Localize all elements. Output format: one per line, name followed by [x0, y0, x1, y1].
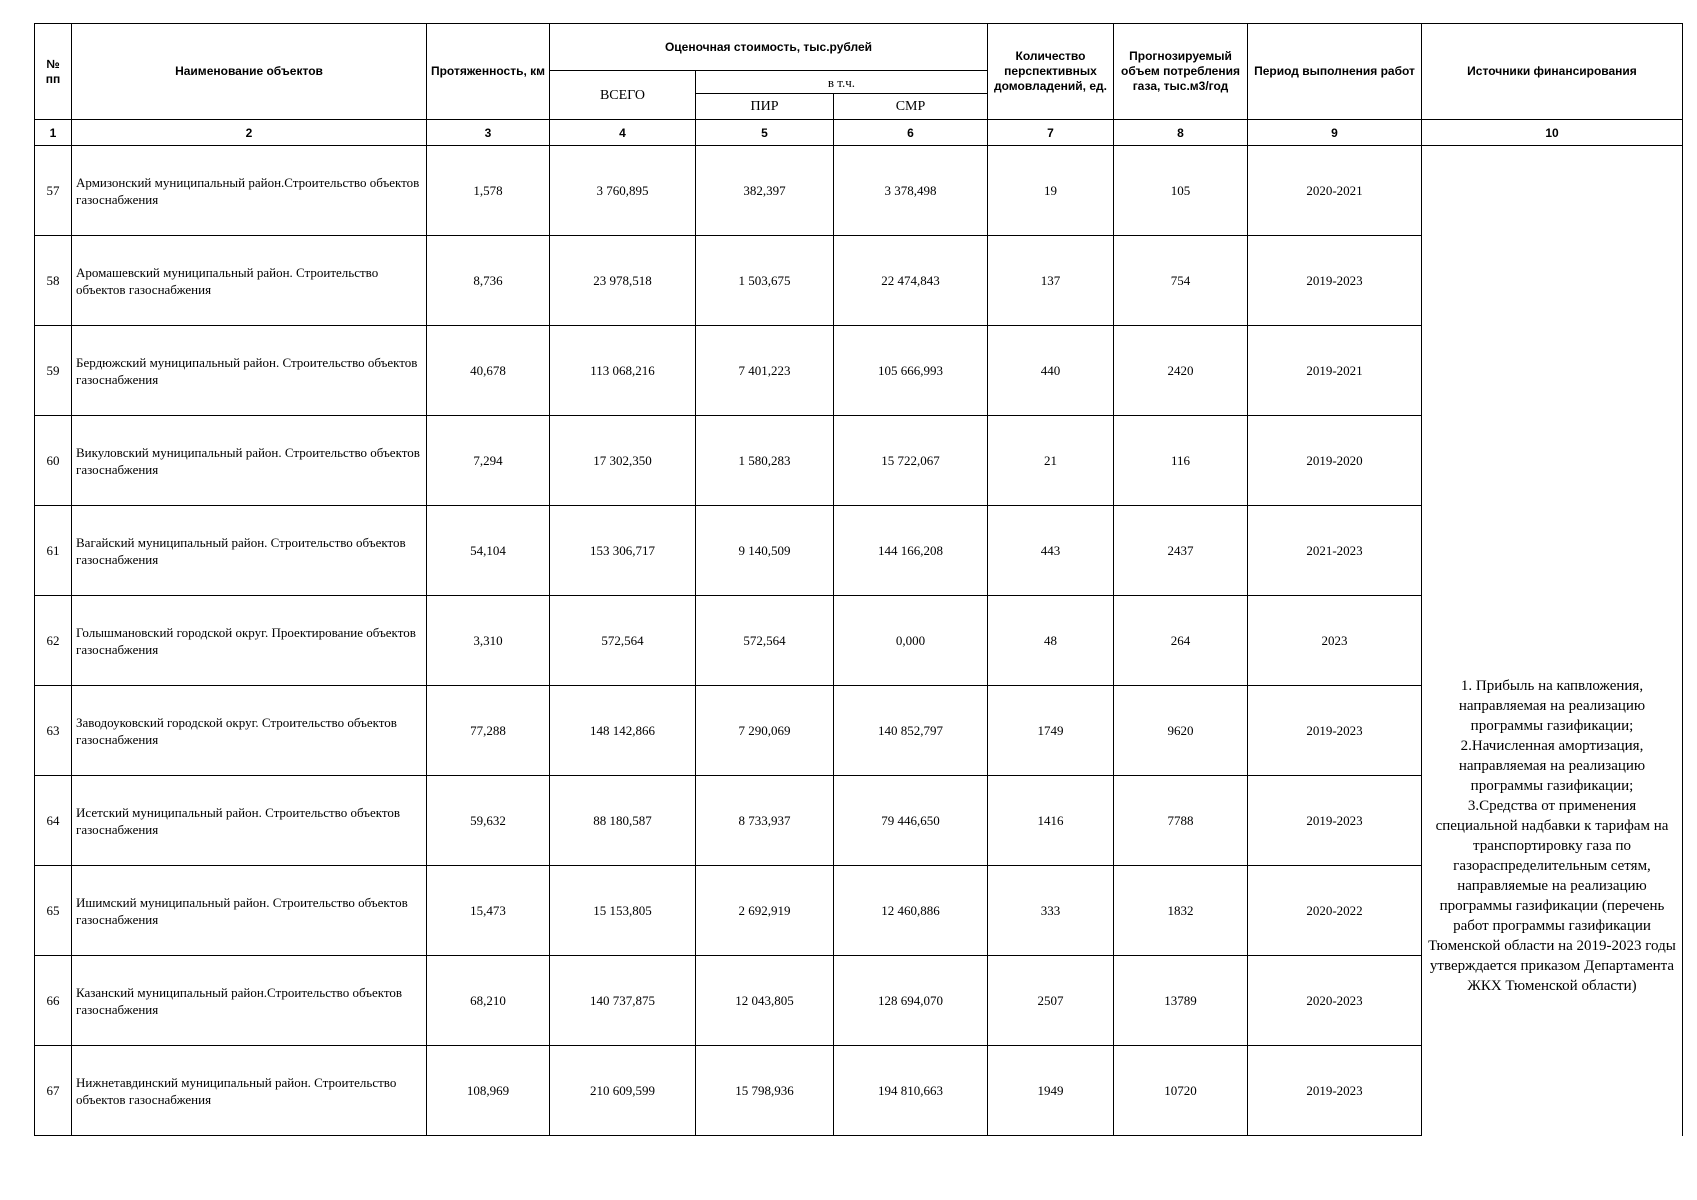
length-km: 59,632	[427, 776, 550, 866]
gas-volume: 7788	[1114, 776, 1248, 866]
object-name: Ишимский муниципальный район. Строительство объектов газоснабжения	[72, 866, 427, 956]
col-gas-header: Прогнозируемый объем потребления газа, тыс.м3/год	[1114, 24, 1248, 120]
col-households-header: Количество перспективных домовладений, ед.	[988, 24, 1114, 120]
index-cell: 4	[550, 120, 696, 146]
cost-smr: 140 852,797	[834, 686, 988, 776]
index-cell: 9	[1248, 120, 1422, 146]
table-row	[35, 146, 1683, 236]
length-km: 1,578	[427, 146, 550, 236]
cost-smr: 3 378,498	[834, 146, 988, 236]
work-period: 2020-2021	[1248, 146, 1422, 236]
index-cell: 1	[35, 120, 72, 146]
gas-volume: 1832	[1114, 866, 1248, 956]
length-km: 8,736	[427, 236, 550, 326]
col-period-header: Период выполнения работ	[1248, 24, 1422, 120]
object-name: Заводоуковский городской округ. Строительство объектов газоснабжения	[72, 686, 427, 776]
length-km: 15,473	[427, 866, 550, 956]
col-length-header: Протяженность, км	[427, 24, 550, 120]
households-count: 21	[988, 416, 1114, 506]
cost-smr: 105 666,993	[834, 326, 988, 416]
length-km: 77,288	[427, 686, 550, 776]
length-km: 54,104	[427, 506, 550, 596]
cost-smr: 15 722,067	[834, 416, 988, 506]
cost-pir: 15 798,936	[696, 1046, 834, 1136]
index-cell: 6	[834, 120, 988, 146]
object-name: Голышмановский городской округ. Проектирование объектов газоснабжения	[72, 596, 427, 686]
col-num-header: № пп	[35, 24, 72, 120]
cost-smr: 128 694,070	[834, 956, 988, 1046]
gasification-table	[34, 23, 1683, 1136]
cost-total: 153 306,717	[550, 506, 696, 596]
cost-pir: 7 290,069	[696, 686, 834, 776]
object-name: Нижнетавдинский муниципальный район. Строительство объектов газоснабжения	[72, 1046, 427, 1136]
cost-total: 148 142,866	[550, 686, 696, 776]
cost-smr: 22 474,843	[834, 236, 988, 326]
gas-volume: 754	[1114, 236, 1248, 326]
length-km: 68,210	[427, 956, 550, 1046]
object-name: Викуловский муниципальный район. Строительство объектов газоснабжения	[72, 416, 427, 506]
index-cell: 8	[1114, 120, 1248, 146]
households-count: 1416	[988, 776, 1114, 866]
cost-pir: 8 733,937	[696, 776, 834, 866]
cost-smr: 79 446,650	[834, 776, 988, 866]
row-num: 58	[35, 236, 72, 326]
row-num: 61	[35, 506, 72, 596]
index-cell: 5	[696, 120, 834, 146]
work-period: 2019-2020	[1248, 416, 1422, 506]
cost-smr: 0,000	[834, 596, 988, 686]
funding-sources: 1. Прибыль на капвложения, направляемая на реализацию программы газификации; 2.Начисленная амортизация, направляемая на реализацию программы газификации; 3.Средства от применения специальной надбавки к тарифам на транспортировку газа по газораспределительным сетям, направляемые на реализацию программы газификации (перечень работ программы газификации Тюменской области на 2019-2023 годы утверждается приказом Департамента ЖКХ Тюменской области)	[1422, 146, 1683, 1136]
cost-smr: 12 460,886	[834, 866, 988, 956]
row-num: 59	[35, 326, 72, 416]
cost-smr: 194 810,663	[834, 1046, 988, 1136]
gas-volume: 105	[1114, 146, 1248, 236]
length-km: 108,969	[427, 1046, 550, 1136]
cost-pir: 1 580,283	[696, 416, 834, 506]
cost-total: 140 737,875	[550, 956, 696, 1046]
object-name: Бердюжский муниципальный район. Строительство объектов газоснабжения	[72, 326, 427, 416]
gas-volume: 116	[1114, 416, 1248, 506]
cost-pir: 382,397	[696, 146, 834, 236]
work-period: 2020-2022	[1248, 866, 1422, 956]
row-num: 60	[35, 416, 72, 506]
cost-total: 210 609,599	[550, 1046, 696, 1136]
cost-total: 23 978,518	[550, 236, 696, 326]
col-total-header: ВСЕГО	[550, 71, 696, 120]
object-name: Вагайский муниципальный район. Строительство объектов газоснабжения	[72, 506, 427, 596]
length-km: 3,310	[427, 596, 550, 686]
index-cell: 3	[427, 120, 550, 146]
row-num: 62	[35, 596, 72, 686]
cost-total: 572,564	[550, 596, 696, 686]
row-num: 65	[35, 866, 72, 956]
gas-volume: 9620	[1114, 686, 1248, 776]
index-cell: 7	[988, 120, 1114, 146]
households-count: 333	[988, 866, 1114, 956]
length-km: 7,294	[427, 416, 550, 506]
cost-pir: 7 401,223	[696, 326, 834, 416]
cost-pir: 9 140,509	[696, 506, 834, 596]
cost-pir: 1 503,675	[696, 236, 834, 326]
gas-volume: 10720	[1114, 1046, 1248, 1136]
work-period: 2019-2023	[1248, 236, 1422, 326]
col-sources-header: Источники финансирования	[1422, 24, 1683, 120]
row-num: 67	[35, 1046, 72, 1136]
index-row	[35, 120, 1683, 146]
col-name-header: Наименование объектов	[72, 24, 427, 120]
work-period: 2021-2023	[1248, 506, 1422, 596]
row-num: 63	[35, 686, 72, 776]
table-header	[35, 24, 1683, 146]
households-count: 48	[988, 596, 1114, 686]
households-count: 2507	[988, 956, 1114, 1046]
table-body	[35, 146, 1683, 1136]
cost-total: 15 153,805	[550, 866, 696, 956]
work-period: 2023	[1248, 596, 1422, 686]
cost-pir: 572,564	[696, 596, 834, 686]
index-cell: 2	[72, 120, 427, 146]
object-name: Исетский муниципальный район. Строительство объектов газоснабжения	[72, 776, 427, 866]
gas-volume: 13789	[1114, 956, 1248, 1046]
households-count: 1749	[988, 686, 1114, 776]
work-period: 2019-2021	[1248, 326, 1422, 416]
col-cost-header: Оценочная стоимость, тыс.рублей	[550, 24, 988, 71]
gas-volume: 2437	[1114, 506, 1248, 596]
index-cell: 10	[1422, 120, 1683, 146]
cost-pir: 2 692,919	[696, 866, 834, 956]
cost-total: 17 302,350	[550, 416, 696, 506]
object-name: Армизонский муниципальный район.Строительство объектов газоснабжения	[72, 146, 427, 236]
length-km: 40,678	[427, 326, 550, 416]
households-count: 137	[988, 236, 1114, 326]
work-period: 2019-2023	[1248, 776, 1422, 866]
households-count: 443	[988, 506, 1114, 596]
cost-total: 88 180,587	[550, 776, 696, 866]
gas-volume: 2420	[1114, 326, 1248, 416]
cost-total: 113 068,216	[550, 326, 696, 416]
col-incl-header: в т.ч.	[696, 71, 988, 94]
object-name: Аромашевский муниципальный район. Строительство объектов газоснабжения	[72, 236, 427, 326]
row-num: 64	[35, 776, 72, 866]
work-period: 2020-2023	[1248, 956, 1422, 1046]
households-count: 1949	[988, 1046, 1114, 1136]
households-count: 440	[988, 326, 1114, 416]
row-num: 57	[35, 146, 72, 236]
object-name: Казанский муниципальный район.Строительство объектов газоснабжения	[72, 956, 427, 1046]
work-period: 2019-2023	[1248, 686, 1422, 776]
cost-pir: 12 043,805	[696, 956, 834, 1046]
cost-total: 3 760,895	[550, 146, 696, 236]
gas-volume: 264	[1114, 596, 1248, 686]
households-count: 19	[988, 146, 1114, 236]
col-pir-header: ПИР	[696, 94, 834, 120]
work-period: 2019-2023	[1248, 1046, 1422, 1136]
row-num: 66	[35, 956, 72, 1046]
cost-smr: 144 166,208	[834, 506, 988, 596]
col-smr-header: СМР	[834, 94, 988, 120]
